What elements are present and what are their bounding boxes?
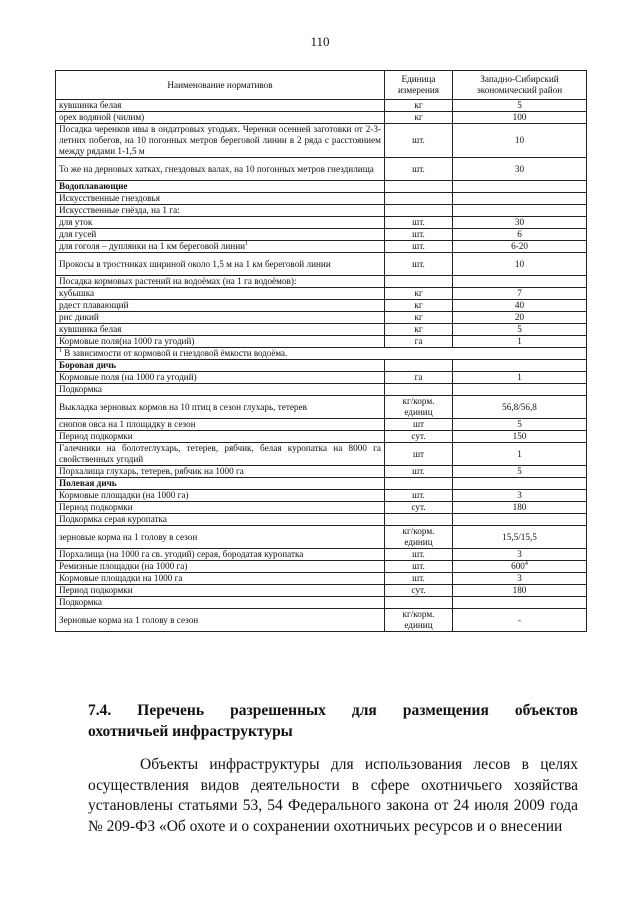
cell-unit: шт.	[385, 466, 453, 478]
cell-name	[56, 181, 385, 193]
cell-unit: кг	[385, 324, 453, 336]
cell-value	[453, 112, 587, 124]
cell-name	[56, 478, 385, 490]
cell-name-text: для гусей	[59, 229, 97, 239]
section-row	[56, 181, 587, 193]
cell-unit: кг	[385, 100, 453, 112]
cell-name	[56, 490, 385, 502]
cell-name-text: Порхалища (на 1000 га св. угодий) серая, бородатая куропатка	[59, 549, 304, 559]
table-row	[56, 573, 587, 585]
cell-value	[453, 384, 587, 396]
cell-value	[453, 241, 587, 253]
cell-name-text: Период подкормки	[59, 502, 133, 512]
cell-unit: шт.	[385, 573, 453, 585]
cell-value	[453, 217, 587, 229]
cell-name	[56, 124, 385, 158]
cell-value-text: 5	[517, 324, 522, 334]
cell-name	[56, 288, 385, 300]
cell-value	[453, 205, 587, 217]
cell-value-text: 40	[514, 300, 525, 310]
table-row	[56, 490, 587, 502]
cell-value-text: 7	[517, 288, 522, 298]
cell-name-text: Зерновые корма на 1 голову в сезон	[59, 614, 199, 625]
cell-value	[453, 396, 587, 419]
cell-value-text: 6-20	[511, 241, 528, 251]
table-row	[56, 100, 587, 112]
cell-unit: кг/корм. единиц	[385, 609, 453, 632]
cell-unit: шт.	[385, 253, 453, 276]
table-row	[56, 431, 587, 443]
cell-unit	[385, 193, 453, 205]
table-row	[56, 396, 587, 419]
cell-name	[56, 300, 385, 312]
table-row	[56, 312, 587, 324]
section-number: 7.4.	[88, 702, 112, 719]
cell-name	[56, 609, 385, 632]
table-row	[56, 217, 587, 229]
cell-name-text: Кормовые поля (на 1000 га угодий)	[59, 372, 197, 382]
cell-name	[56, 360, 385, 372]
cell-name	[56, 526, 385, 549]
cell-value	[453, 466, 587, 478]
footnote-ref: 1	[245, 240, 249, 247]
cell-unit: кг/корм. единиц	[385, 526, 453, 549]
cell-name-text: для уток	[59, 217, 93, 227]
norms-table	[55, 70, 587, 632]
cell-value	[453, 443, 587, 466]
cell-value-text: 30	[514, 163, 525, 174]
cell-value	[453, 100, 587, 112]
cell-name	[56, 502, 385, 514]
cell-value-text: 5	[517, 419, 522, 429]
cell-unit: га	[385, 372, 453, 384]
header-name: Наименование нормативов	[56, 71, 385, 100]
cell-unit: шт.	[385, 158, 453, 181]
cell-name-text: кувшинка белая	[59, 324, 122, 334]
heading-word: Перечень	[137, 702, 205, 719]
table-row	[56, 324, 587, 336]
cell-name-text: Период подкормки	[59, 431, 133, 441]
cell-unit: шт.	[385, 241, 453, 253]
cell-value	[453, 431, 587, 443]
cell-unit: сут.	[385, 431, 453, 443]
cell-value-text: 6	[517, 229, 522, 239]
cell-name	[56, 229, 385, 241]
section-heading	[88, 700, 578, 742]
page-number: 110	[310, 34, 330, 49]
cell-name-text: Подкормка	[59, 384, 102, 394]
cell-unit	[385, 384, 453, 396]
table-row	[56, 443, 587, 466]
cell-value-text: 3	[517, 490, 522, 500]
cell-name-text: То же на дерновых хатках, гнездовых валах, на 10 погонных метров гнездилища	[59, 163, 374, 174]
footnote-row	[56, 348, 587, 360]
cell-value	[453, 514, 587, 526]
cell-value	[453, 419, 587, 431]
cell-name	[56, 573, 385, 585]
cell-value	[453, 573, 587, 585]
cell-unit	[385, 276, 453, 288]
cell-name-text: орех водяной (чилим)	[59, 112, 145, 122]
cell-unit: шт	[385, 419, 453, 431]
cell-unit	[385, 205, 453, 217]
cell-name	[56, 112, 385, 124]
cell-unit: кг	[385, 300, 453, 312]
cell-name	[56, 312, 385, 324]
table-row	[56, 514, 587, 526]
cell-unit: шт.	[385, 490, 453, 502]
table-row	[56, 300, 587, 312]
cell-name	[56, 100, 385, 112]
table-row	[56, 466, 587, 478]
table-row	[56, 205, 587, 217]
cell-value	[453, 597, 587, 609]
cell-value	[453, 372, 587, 384]
cell-value	[453, 300, 587, 312]
cell-value	[453, 229, 587, 241]
cell-value-text: 3	[517, 573, 522, 583]
table-row	[56, 372, 587, 384]
cell-value	[453, 124, 587, 158]
cell-name-text: Ремизные площадки (на 1000 га)	[59, 561, 188, 571]
cell-name	[56, 324, 385, 336]
cell-value-text: 10	[514, 258, 525, 269]
cell-unit: га	[385, 336, 453, 348]
section-row	[56, 360, 587, 372]
section-heading-line2: охотничьей инфраструктуры	[88, 723, 293, 740]
cell-value-text: 5	[517, 100, 522, 110]
cell-value	[453, 585, 587, 597]
table-row	[56, 526, 587, 549]
table-row	[56, 549, 587, 561]
cell-value	[453, 360, 587, 372]
cell-name	[56, 336, 385, 348]
cell-unit: шт.	[385, 124, 453, 158]
header-region: Западно-Сибирский экономический район	[453, 71, 587, 100]
cell-name-text: Кормовые площадки (на 1000 га)	[59, 490, 189, 500]
cell-name-text: Выкладка зерновых кормов на 10 птиц в сезон глухарь, тетерев	[59, 401, 307, 412]
cell-name-text: Подкормка серая куропатка	[59, 514, 167, 524]
cell-name-text: Период подкормки	[59, 585, 133, 595]
cell-unit: кг	[385, 288, 453, 300]
cell-value	[453, 478, 587, 490]
body-paragraph: Объекты инфраструктуры для использования лесов в целях осуществления видов деятельности в сфере охотничьего хозяйства установлены статьями 53, 54 Федерального закона от 24 июля 2009 года № 209-ФЗ «Об охоте и о сохранении охотничьих ресурсов и о внесении	[88, 756, 578, 835]
cell-name-text: Искусственные гнёзда, на 1 га:	[59, 205, 180, 215]
cell-unit	[385, 514, 453, 526]
cell-unit	[385, 360, 453, 372]
table-row	[56, 288, 587, 300]
cell-name	[56, 276, 385, 288]
cell-unit: кг/корм. единиц	[385, 396, 453, 419]
table-row	[56, 158, 587, 181]
cell-value	[453, 276, 587, 288]
header-unit: Единица измерения	[385, 71, 453, 100]
cell-unit: шт.	[385, 229, 453, 241]
cell-name-text: Подкормка	[59, 597, 102, 607]
cell-unit: кг	[385, 112, 453, 124]
table-row	[56, 502, 587, 514]
table-row	[56, 124, 587, 158]
cell-name-text: кувшинка белая	[59, 100, 122, 110]
cell-value-text: 150	[512, 431, 527, 441]
cell-name-text: кубышка	[59, 288, 95, 298]
cell-value-text: 56,8/56,8	[502, 401, 537, 412]
cell-name	[56, 384, 385, 396]
cell-unit: шт	[385, 443, 453, 466]
cell-unit	[385, 478, 453, 490]
cell-name	[56, 193, 385, 205]
cell-value	[453, 336, 587, 348]
cell-name-text: Порхалища глухарь, тетерев, рябчик на 1000 га	[59, 466, 244, 476]
cell-name-text: для гоголя – дуплянки на 1 км береговой линии	[59, 241, 246, 251]
cell-name	[56, 217, 385, 229]
cell-value-text: 5	[517, 466, 522, 476]
cell-name	[56, 443, 385, 466]
cell-name	[56, 585, 385, 597]
table-row	[56, 597, 587, 609]
table-row	[56, 112, 587, 124]
cell-name	[56, 431, 385, 443]
table-row	[56, 585, 587, 597]
cell-name-text: Прокосы в тростниках шириной около 1,5 м на 1 км береговой линии	[59, 258, 331, 269]
table-row	[56, 561, 587, 573]
table-row	[56, 229, 587, 241]
table-row	[56, 193, 587, 205]
table-row	[56, 253, 587, 276]
cell-value	[453, 312, 587, 324]
cell-name	[56, 597, 385, 609]
table-row	[56, 276, 587, 288]
cell-value-text: 20	[514, 312, 525, 322]
cell-value-text: 1	[517, 448, 522, 459]
cell-value-text: -	[517, 614, 522, 625]
table-row	[56, 241, 587, 253]
cell-unit: шт.	[385, 561, 453, 573]
cell-value	[453, 490, 587, 502]
table-row	[56, 609, 587, 632]
cell-value-text: 15,5/15,5	[502, 531, 537, 542]
cell-value-text: 30	[514, 217, 525, 227]
cell-value-text: 100	[512, 112, 527, 122]
cell-name-text: Кормовые площадки на 1000 га	[59, 573, 183, 583]
heading-word: разрешенных	[230, 702, 326, 719]
cell-unit: кг	[385, 312, 453, 324]
cell-unit: сут.	[385, 502, 453, 514]
cell-name	[56, 205, 385, 217]
cell-value-text: 180	[512, 585, 527, 595]
table-row	[56, 384, 587, 396]
cell-name	[56, 253, 385, 276]
cell-name	[56, 549, 385, 561]
cell-name-text: Искусственные гнездовья	[59, 193, 160, 203]
cell-name-text: Посадка черенков ивы в ондатровых угодьях. Черенки осенней заготовки от 2-3-летних побегов, на 10 погонных метров береговой линии в 2 ряда с расстоянием между рядами 1-1,5 м	[59, 124, 381, 156]
cell-value	[453, 181, 587, 193]
cell-name	[56, 158, 385, 181]
cell-name	[56, 419, 385, 431]
cell-unit: шт.	[385, 549, 453, 561]
heading-word: для	[351, 702, 377, 719]
cell-value-text: 3	[517, 549, 522, 559]
cell-name	[56, 514, 385, 526]
cell-name-text: Водоплавающие	[59, 181, 128, 191]
heading-word: объектов	[514, 702, 578, 719]
cell-value	[453, 526, 587, 549]
cell-value	[453, 193, 587, 205]
cell-value-text: 1	[517, 336, 522, 346]
cell-value	[453, 158, 587, 181]
cell-name	[56, 241, 385, 253]
cell-value-text: 10	[514, 135, 525, 145]
section-heading-line1	[88, 700, 578, 721]
footnote-marker: 1	[59, 348, 62, 354]
cell-value-text: 600	[511, 561, 525, 571]
value-footnote-ref: 4	[524, 560, 528, 567]
heading-word: размещения	[402, 702, 489, 719]
cell-name-text: снопов овса на 1 площадку в сезон	[59, 419, 196, 429]
cell-name	[56, 561, 385, 573]
cell-name-text: Кормовые поля(на 1000 га угодий)	[59, 336, 195, 346]
section-row	[56, 478, 587, 490]
footnote-text: В зависимости от кормовой и гнездовой ёмкости водоёма.	[62, 348, 288, 358]
cell-unit	[385, 597, 453, 609]
cell-value	[453, 288, 587, 300]
table-row	[56, 336, 587, 348]
cell-name-text: Галечники на болотеглухарь, тетерев, рябчик, белая куропатка на 8000 га свойственных угодий	[59, 443, 381, 464]
cell-name-text: Боровая дичь	[59, 360, 116, 370]
cell-unit: сут.	[385, 585, 453, 597]
cell-value	[453, 253, 587, 276]
cell-name-text: Посадка кормовых растений на водоёмах (на 1 га водоёмов):	[59, 276, 297, 286]
cell-value-text: 180	[512, 502, 527, 512]
cell-value	[453, 609, 587, 632]
table-header-row	[56, 71, 587, 100]
cell-value	[453, 561, 587, 573]
cell-name	[56, 396, 385, 419]
cell-unit	[385, 181, 453, 193]
cell-value	[453, 549, 587, 561]
cell-name-text: Полевая дичь	[59, 478, 117, 488]
cell-name	[56, 372, 385, 384]
cell-name-text: рдест плавающий	[59, 300, 129, 310]
cell-name-text: зерновые корма на 1 голову в сезон	[59, 531, 198, 542]
cell-name-text: рис дикий	[59, 312, 99, 322]
footnote-cell	[56, 348, 587, 360]
cell-name	[56, 466, 385, 478]
table-row	[56, 419, 587, 431]
cell-value-text: 1	[517, 372, 522, 382]
cell-value	[453, 502, 587, 514]
cell-unit: шт.	[385, 217, 453, 229]
cell-value	[453, 324, 587, 336]
